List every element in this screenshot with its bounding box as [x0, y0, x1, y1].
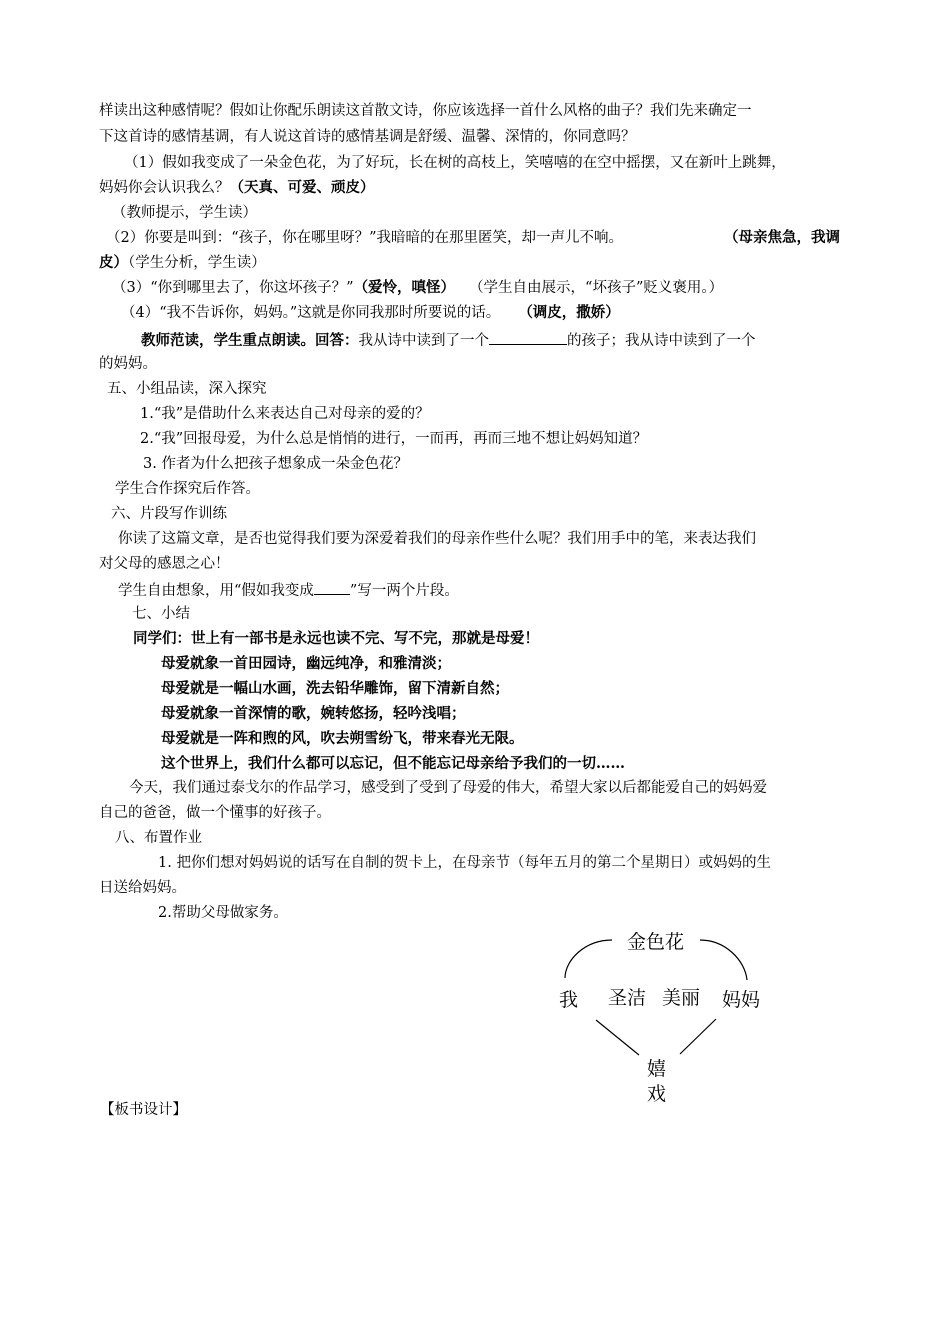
arc-left — [565, 940, 612, 978]
board-design-label: 【板书设计】 — [100, 1102, 187, 1118]
arc-right — [700, 940, 747, 980]
section-7-line: 母爱就是一阵和煦的风，吹去朔雪纷飞，带来春光无限。 — [161, 730, 524, 747]
section-8-title: 八、布置作业 — [115, 830, 202, 846]
diagram-mid2: 美丽 — [662, 987, 701, 1009]
section-7-line: 今天，我们通过泰戈尔的作品学习，感受到了受到了母爱的伟大，希望大家以后都能爱自己的妈妈爱 — [129, 780, 767, 796]
section-5-item: 学生合作探究后作答。 — [115, 481, 260, 497]
diagram-bottom2: 戏 — [647, 1083, 667, 1105]
section-7-line: 这个世界上，我们什么都可以忘记，但不能忘记母亲给予我们的一切…… — [161, 755, 625, 772]
paragraph-line: 下这首诗的感情基调，有人说这首诗的感情基调是舒缓、温馨、深情的，你同意吗？ — [99, 129, 636, 145]
question-1-cont: 妈妈你会认识我么？（天真、可爱、顽皮） — [99, 179, 375, 196]
section-7-line: 母爱就象一首深情的歌，婉转悠扬，轻吟浅唱； — [161, 705, 466, 722]
answer-1: （天真、可爱、顽皮） — [229, 179, 375, 196]
section-6-title: 六、片段写作训练 — [111, 506, 227, 522]
section-7-line: 自己的爸爸，做一个懂事的好孩子。 — [99, 805, 331, 821]
section-7-title: 七、小结 — [132, 606, 190, 622]
question-4: （4）“我不告诉你，妈妈。”这就是你同我那时所要说的话。 （调皮，撒娇） — [121, 304, 620, 321]
question-1-note: （教师提示，学生读） — [112, 205, 257, 221]
answer-4: （调皮，撒娇） — [518, 304, 620, 321]
section-5-item: 3. 作者为什么把孩子想象成一朵金色花？ — [143, 456, 408, 472]
diagram-right: 妈妈 — [722, 989, 761, 1011]
section-7-line: 母爱就象一首田园诗，幽远纯净，和雅清淡； — [161, 655, 451, 672]
question-2-cont: 皮）（学生分析，学生读） — [99, 254, 266, 271]
section-8-item: 1. 把你们想对妈妈说的话写在自制的贺卡上，在母亲节（每年五月的第二个星期日）或妈妈的生 — [158, 855, 771, 871]
section-5-title: 五、小组品读，深入探究 — [107, 381, 267, 397]
reading-line-cont: 的妈妈。 — [99, 356, 157, 372]
section-7-line: 母爱就是一幅山水画，洗去铅华雕饰，留下清新自然； — [161, 680, 509, 697]
section-6-line: 对父母的感恩之心！ — [99, 556, 230, 572]
reading-line: 教师范读，学生重点朗读。回答：我从诗中读到了一个 的孩子；我从诗中读到了一个 — [141, 332, 756, 349]
section-7-line: 同学们：世上有一部书是永远也读不完、写不完，那就是母爱！ — [133, 630, 539, 647]
section-5-item: 1.“我”是借助什么来表达自己对母亲的爱的？ — [140, 406, 430, 422]
diagram-left: 我 — [559, 989, 579, 1011]
question-1: （1）假如我变成了一朵金色花，为了好玩，长在树的高枝上，笑嘻嘻的在空中摇摆，又在新叶上跳舞， — [124, 155, 786, 171]
question-2: （2）你要是叫到：“孩子，你在哪里呀？”我暗暗的在那里匿笑，却一声儿不响。 — [106, 230, 624, 246]
v-line-left — [596, 1020, 639, 1055]
section-6-line: 你读了这篇文章，是否也觉得我们要为深爱着我们的母亲作些什么呢？我们用手中的笔，来表达我们 — [118, 531, 756, 547]
section-5-item: 2.“我”回报母爱，为什么总是悄悄的进行，一而再，再而三地不想让妈妈知道？ — [140, 431, 648, 447]
diagram-bottom1: 嬉 — [647, 1058, 667, 1080]
section-6-line: 学生自由想象，用“假如我变成 ”写一两个片段。 — [118, 580, 459, 600]
diagram-top: 金色花 — [627, 931, 685, 953]
answer-3: （爱怜，嗔怪） — [353, 279, 456, 296]
section-8-item: 2.帮助父母做家务。 — [158, 905, 288, 921]
paragraph-line: 样读出这种感情呢？假如让你配乐朗读这首散文诗，你应该选择一首什么风格的曲子？我们先来确定一 — [99, 103, 752, 119]
answer-2: （母亲焦急，我调 — [724, 229, 840, 246]
diagram-mid1: 圣洁 — [608, 987, 647, 1009]
section-8-item: 日送给妈妈。 — [99, 880, 186, 896]
question-3: （3）“你到哪里去了，你这坏孩子？”（爱怜，嗔怪） （学生自由展示，“坏孩子”贬义褒用。） — [112, 279, 724, 296]
v-line-right — [680, 1019, 716, 1054]
